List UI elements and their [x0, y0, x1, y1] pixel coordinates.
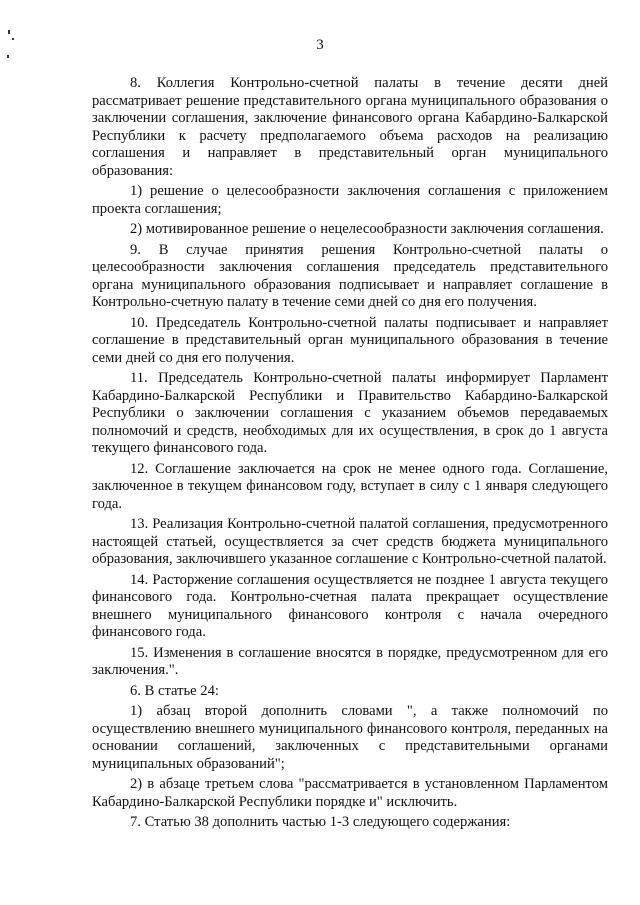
scan-artifact [8, 30, 10, 34]
amendment-6-item-2: 2) в абзаце третьем слова "рассматривается в установленном Парламентом Кабардино-Балкарской Республики порядке и" исключить. [92, 776, 608, 810]
amendment-6-heading: 6. В статье 24: [130, 682, 219, 699]
paragraph-13: 13. Реализация Контрольно-счетной палатой соглашения, предусмотренного настоящей статьей, осуществляется за счет средств бюджета муниципального образования, заключившего указанное соглашение с Контрольно-счетной палатой. [92, 516, 608, 567]
scan-artifact [7, 55, 9, 58]
document-body [92, 75, 608, 835]
paragraph-14: 14. Расторжение соглашения осуществляется не позднее 1 августа текущего финансового года. Контрольно-счетная палата прекращает осуществление внешнего муниципального финансового контроля с начала очередного финансового года. [92, 571, 608, 640]
paragraph-8-item-1: 1) решение о целесообразности заключения соглашения с приложением проекта соглашения; [92, 183, 608, 217]
amendment-7-heading: 7. Статью 38 дополнить частью 1-3 следующего содержания: [130, 814, 511, 830]
paragraph-8-item-2: 2) мотивированное решение о нецелесообразности заключения соглашения. [130, 221, 604, 237]
paragraph-10: 10. Председатель Контрольно-счетной палаты подписывает и направляет соглашение в представительный орган муниципального образования в течение семи дней со дня его получения. [92, 314, 608, 366]
paragraph-12: 12. Соглашение заключается на срок не менее одного года. Соглашение, заключенное в текущем финансовом году, вступает в силу с 1 января следующего года. [92, 460, 608, 512]
paragraph-8: 8. Коллегия Контрольно-счетной палаты в течение десяти дней рассматривает решение представительного органа муниципального образования о заключении соглашения, заключение финансового органа Кабардино-Балкарской Республики к расчету предполагаемого объема расходов на реализацию соглашения и направляет в представительный орган муниципального образования: [92, 75, 608, 179]
page-number: 3 [316, 37, 324, 53]
paragraph-11: 11. Председатель Контрольно-счетной палаты информирует Парламент Кабардино-Балкарской Республики и Правительство Кабардино-Балкарской Республики о заключении соглашения с указанием объемов передаваемых полномочий и средств, необходимых для их осуществления, в срок до 1 августа текущего финансового года. [92, 370, 608, 456]
paragraph-15: 15. Изменения в соглашение вносятся в порядке, предусмотренном для его заключения.". [92, 644, 608, 678]
amendment-6-item-1: 1) абзац второй дополнить словами ", а также полномочий по осуществлению внешнего муниципального финансового контроля, переданных на основании соглашений, заключенных с представительными органами муниципальных образований"; [92, 703, 608, 772]
paragraph-9: 9. В случае принятия решения Контрольно-счетной палаты о целесообразности заключения соглашения председатель представительного органа муниципального образования подписывает и направляет соглашение в Контрольно-счетную палату в течение семи дней со дня его получения. [92, 241, 608, 310]
